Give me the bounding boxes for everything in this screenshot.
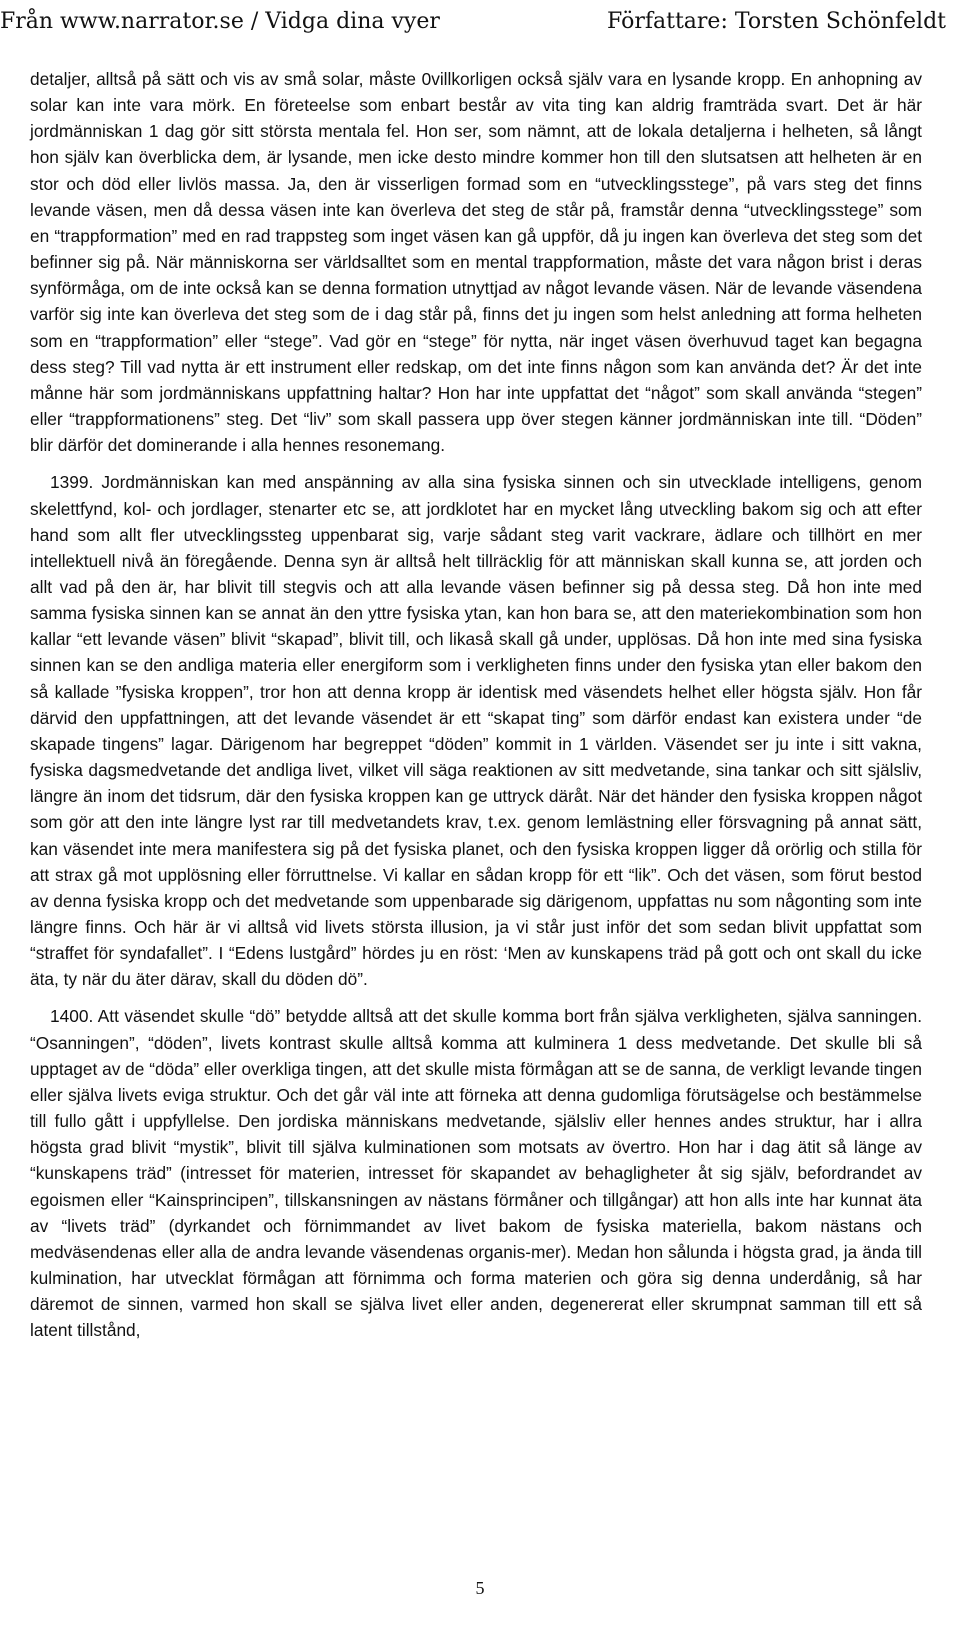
header-author: Författare: Torsten Schönfeldt (607, 9, 946, 34)
page-number: 5 (475, 1578, 485, 1598)
header-source: Från www.narrator.se / Vidga dina vyer (0, 9, 440, 34)
paragraph-1400: 1400. Att väsendet skulle “dö” betydde alltså att det skulle komma bort från själva verkligheten, själva sanningen. “Osanningen”, “döden”, livets kontrast skulle alltså komma att kulminera 1 dess medvetande. Det skulle bli så upptaget av de “döda” eller overkliga tingen, att det skulle mista förmågan att se de sanna, de verkligt levande tingen eller själva livets eviga struktur. Och det går väl inte att förneka att denna gudomliga förutsägelse och bestämmelse till fullo gått i uppfyllelse. Den jordiska människans medvetande, själsliv eller hennes andes struktur, har i allra högsta grad blivit “mystik”, blivit till själva kulminationen som motsats av övertro. Hon har i dag ätit så länge av “kunskapens träd” (intresset för materien, intresset för skapandet av behagligheter åt sig själv, befordrandet av egoismen eller “Kainsprincipen”, tillskansningen av nästans förmåner och tillgångar) att hon alls inte har kunnat äta av “livets träd” (dyrkandet och förnimmandet av livet bakom de fysiska materiella, bakom nästans och medväsendenas eller alla de andra levande väsendenas organis-mer). Medan hon sålunda i högsta grad, ja ända till kulmination, har utvecklat förmågan att förnimma och forma materien och göra sig denna underdånig, så har däremot de sinnen, varmed hon skall se själva livet eller anden, degenererat eller skrumpnat samman till ett så latent tillstånd, (30, 1006, 922, 1341)
paragraph-continued: detaljer, alltså på sätt och vis av små solar, måste 0villkorligen också själv vara en lysande kropp. En anhopning av solar kan inte vara mörk. En företeelse som enbart består av vita ting kan aldrig framträda svart. Det är här jordmänniskan 1 dag gör sitt största mentala fel. Hon ser, som nämnt, att de lokala detaljerna i helheten, så långt hon själv kan överblicka dem, är lysande, men icke desto mindre kommer hon till den slutsatsen att helheten är en stor och död eller livlös massa. Ja, den är visserligen formad som en “utvecklingsstege”, på vars steg det finns levande väsen, men då dessa väsen inte kan överleva det steg de står på, framstår denna “utvecklingsstege” som en “trappformation” med en rad trappsteg som inget väsen kan gå uppför, då ju ingen kan överleva det steg som det befinner sig på. När människorna ser världsalltet som en mental trappformation, måste det vara någon brist i deras synförmåga, om de inte också kan se denna formation utnyttjad av något levande väsen. När de levande väsendena varför sig inte kan överleva det steg som de i dag står på, finns det ju ingen som helst anledning att forma helheten som en “trappformation” eller “stege”. Vad gör en “stege” för nytta, när inget väsen överhuvud taget kan begagna dess steg? Till vad nytta är ett instrument eller redskap, om det inte finns någon som kan använda det? Är det inte månne här som jordmänniskans uppfattning haltar? Hon har inte uppfattat det “något” som skall använda “stegen” eller “trappformationens” steg. Det “liv” som skall passera upp över stegen känner jordmänniskan inte till. “Döden” blir därför det dominerande i alla hennes resonemang. (30, 69, 922, 456)
document-body (30, 66, 922, 1355)
paragraph-1399: 1399. Jordmänniskan kan med anspänning av alla sina fysiska sinnen och sin utvecklade intelligens, genom skelettfynd, kol- och jordlager, stenarter etc se, att jordklotet har en mycket lång utveckling bakom sig och att efter hand som allt fler utvecklingssteg uppenbarat sig, varje sådant steg varit vackrare, ädlare och tillhört en mer intellektuell nivå än föregående. Denna syn är alltså helt tillräcklig för att människan skall kunna se, att jorden och allt vad på den är, har blivit till stegvis och att alla levande väsen befinner sig på dessa steg. Då hon inte med samma fysiska sinnen kan se annat än den yttre fysiska ytan, kan hon bara se, att den materiekombination som hon kallar “ett levande väsen” blivit “skapad”, blivit till, och likaså skall gå under, upplösas. Då hon inte med sina fysiska sinnen kan se den andliga materia eller energiform som i verkligheten finns under den fysiska ytan eller bakom den så kallade ”fysiska kroppen”, tror hon att denna kropp är identisk med väsendets helhet eller högsta själv. Hon får därvid den uppfattningen, att det levande väsendet är ett “skapat ting” som därför endast kan existera under “de skapade tingens” lagar. Därigenom har begreppet “döden” kommit in 1 världen. Väsendet ser ju inte i sitt vakna, fysiska dagsmedvetande det andliga livet, vilket vill säga reaktionen av sitt medvetande, sina tankar och sitt själsliv, längre än inom det tidsrum, där den fysiska kroppen kan ge uttryck däråt. När det händer den fysiska kroppen något som gör att den inte längre lyst rar till medvetandets krav, t.ex. genom lemlästning eller försvagning på annat sätt, kan väsendet inte mera manifestera sig på det fysiska planet, och den fysiska kroppen ligger då orörlig och stilla för att strax gå mot upplösning eller förruttnelse. Vi kallar en sådan kropp för ett “lik”. Och det väsen, som förut bestod av denna fysiska kropp och det medvetande som uppenbarade sig därigenom, uppfattas nu som någonting som inte längre finns. Och här är vi alltså vid livets största illusion, ja vi står just inför det som sedan blivit uppfattat som “straffet för syndafallet”. I “Edens lustgård” hördes ju en röst: ‘Men av kunskapens träd på gott och ont skall du icke äta, ty när du äter därav, skall du döden dö”. (30, 472, 922, 990)
page-header (0, 2, 960, 42)
